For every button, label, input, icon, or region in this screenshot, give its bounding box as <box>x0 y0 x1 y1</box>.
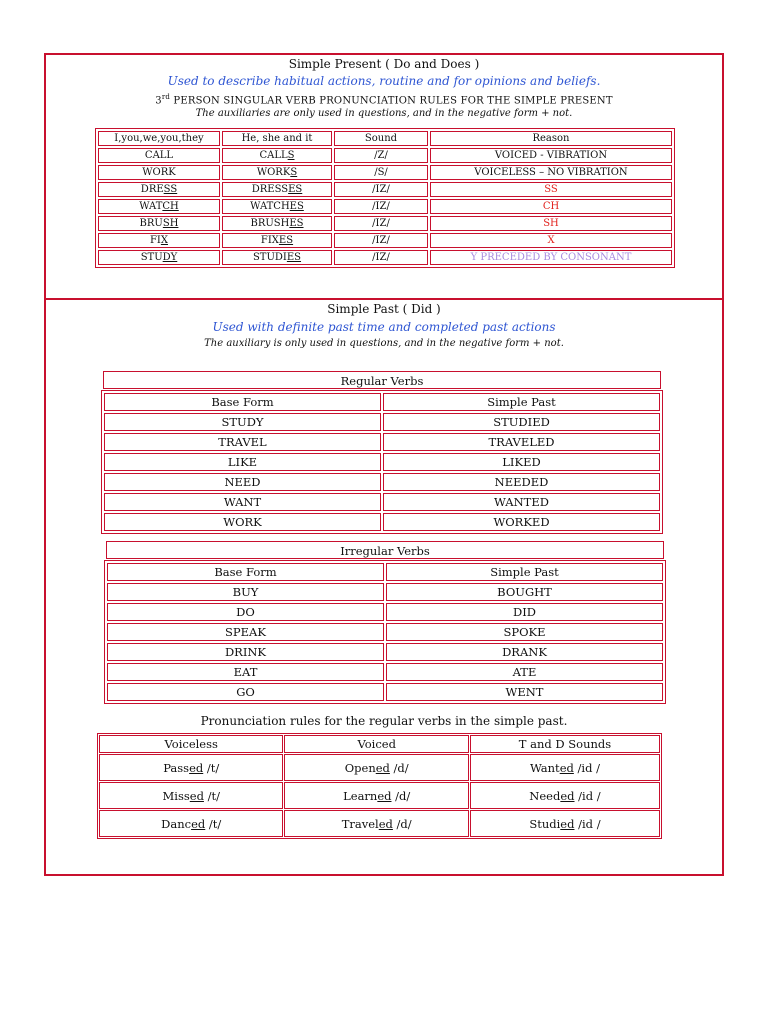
verb-stem: WORK <box>256 167 291 178</box>
table-row <box>107 643 663 661</box>
verb-sound: /id / <box>574 788 601 803</box>
pronunciation-title: Pronunciation rules for the regular verbs in the simple past. <box>200 714 568 728</box>
base-cell: NEED <box>104 473 381 491</box>
pron-cell <box>99 754 283 781</box>
past-subtitle: Used with definite past time and completed past actions <box>212 320 556 334</box>
past-cell: WANTED <box>383 493 660 511</box>
past-cell: WENT <box>386 683 663 701</box>
table-row <box>107 623 663 641</box>
verb-ending: S <box>287 150 295 161</box>
header-cell: Base Form <box>104 393 381 411</box>
header-cell: Voiceless <box>99 735 283 753</box>
reason-cell: CH <box>430 199 672 214</box>
pronunciation-table <box>97 733 662 839</box>
present-table <box>95 128 675 268</box>
verb-stem: BRUSH <box>250 218 290 229</box>
past-note: The auxiliary is only used in questions, and in the negative form + not. <box>204 338 564 349</box>
third-cell <box>222 199 332 214</box>
header-row <box>107 563 663 581</box>
header-cell: I,you,we,you,they <box>98 131 220 146</box>
section-divider <box>44 298 724 300</box>
verb-sound: /t/ <box>205 816 222 831</box>
verb-stem: CALL <box>259 150 288 161</box>
verb-stem: WATCH <box>250 201 290 212</box>
pron-cell <box>470 782 660 809</box>
header-cell: Base Form <box>107 563 384 581</box>
base-cell: CALL <box>98 148 220 163</box>
reason-cell: VOICED - VIBRATION <box>430 148 672 163</box>
verb-ending: ed <box>378 816 393 831</box>
base-cell: BUY <box>107 583 384 601</box>
verb-stem: Want <box>529 760 560 775</box>
verb-ending: SS <box>163 184 178 195</box>
header-cell: He, she and it <box>222 131 332 146</box>
verb-ending: ES <box>286 252 302 263</box>
header-cell: Reason <box>430 131 672 146</box>
past-cell: LIKED <box>383 453 660 471</box>
base-cell: WORK <box>104 513 381 531</box>
verb-sound: /d/ <box>389 760 409 775</box>
base-cell: GO <box>107 683 384 701</box>
verb-ending: ed <box>560 816 575 831</box>
verb-stem: Miss <box>162 788 190 803</box>
pron-cell <box>470 754 660 781</box>
base-cell: DO <box>107 603 384 621</box>
irregular-verbs-title: Irregular Verbs <box>106 541 664 559</box>
verb-ending: ES <box>278 235 294 246</box>
table-row <box>104 413 660 431</box>
past-cell: DRANK <box>386 643 663 661</box>
header-cell: Simple Past <box>383 393 660 411</box>
verb-ending: CH <box>162 201 179 212</box>
table-row <box>98 233 672 248</box>
base-cell: WORK <box>98 165 220 180</box>
table-row <box>104 433 660 451</box>
verb-stem: BRU <box>139 218 163 229</box>
past-cell: DID <box>386 603 663 621</box>
verb-ending: ed <box>377 788 392 803</box>
third-cell <box>222 216 332 231</box>
verb-ending: ed <box>559 760 574 775</box>
verb-ending: ES <box>289 201 304 212</box>
sound-cell: /IZ/ <box>334 233 428 248</box>
table-row <box>107 603 663 621</box>
pron-cell <box>284 754 468 781</box>
base-cell: DRINK <box>107 643 384 661</box>
past-cell: NEEDED <box>383 473 660 491</box>
verb-stem: DRESS <box>251 184 289 195</box>
regular-verbs-title: Regular Verbs <box>103 371 661 389</box>
irregular-verbs-table <box>104 560 666 704</box>
verb-ending: S <box>290 167 298 178</box>
verb-ending: ed <box>189 760 204 775</box>
header-row <box>99 735 660 753</box>
pron-cell <box>284 810 468 837</box>
present-note: The auxiliaries are only used in questions, and in the negative form + not. <box>195 108 573 119</box>
verb-ending: ed <box>375 760 390 775</box>
table-row <box>107 663 663 681</box>
table-row <box>104 513 660 531</box>
base-cell: WANT <box>104 493 381 511</box>
base-cell: LIKE <box>104 453 381 471</box>
verb-ending: ed <box>189 788 204 803</box>
base-cell <box>98 182 220 197</box>
table-row <box>98 199 672 214</box>
regular-verbs-table <box>101 390 663 534</box>
verb-ending: ES <box>288 184 303 195</box>
present-header-row <box>98 131 672 146</box>
header-row <box>104 393 660 411</box>
present-subtitle: Used to describe habitual actions, routine and for opinions and beliefs. <box>167 74 601 88</box>
header-cell: Sound <box>334 131 428 146</box>
verb-stem: Need <box>529 788 561 803</box>
verb-sound: /id / <box>573 760 600 775</box>
table-row <box>104 453 660 471</box>
verb-ending: SH <box>162 218 179 229</box>
base-cell: SPEAK <box>107 623 384 641</box>
past-cell: ATE <box>386 663 663 681</box>
past-cell: WORKED <box>383 513 660 531</box>
verb-ending: ES <box>289 218 304 229</box>
verb-stem: STUDI <box>252 252 287 263</box>
third-cell <box>222 148 332 163</box>
base-cell <box>98 233 220 248</box>
table-row <box>107 583 663 601</box>
verb-stem: Pass <box>163 760 190 775</box>
rules-rest: PERSON SINGULAR VERB PRONUNCIATION RULES FOR THE SIMPLE PRESENT <box>170 95 613 107</box>
verb-stem: FI <box>149 235 161 246</box>
verb-stem: Open <box>344 760 376 775</box>
table-row <box>98 216 672 231</box>
verb-stem: Danc <box>161 816 192 831</box>
base-cell: EAT <box>107 663 384 681</box>
base-cell <box>98 216 220 231</box>
reason-cell: X <box>430 233 672 248</box>
reason-cell: SS <box>430 182 672 197</box>
pron-cell <box>284 782 468 809</box>
pron-cell <box>470 810 660 837</box>
verb-stem: STU <box>140 252 163 263</box>
table-row <box>104 473 660 491</box>
rules-prefix: 3 <box>155 95 162 107</box>
table-row <box>99 782 660 809</box>
verb-ending: X <box>160 235 168 246</box>
sound-cell: /IZ/ <box>334 250 428 265</box>
pron-cell <box>99 782 283 809</box>
reason-cell: Y PRECEDED BY CONSONANT <box>430 250 672 265</box>
header-cell: T and D Sounds <box>470 735 660 753</box>
verb-stem: DRE <box>140 184 164 195</box>
reason-cell: SH <box>430 216 672 231</box>
third-cell <box>222 165 332 180</box>
present-rules-heading <box>44 93 724 106</box>
past-title: Simple Past ( Did ) <box>327 302 441 316</box>
present-title: Simple Present ( Do and Does ) <box>288 57 480 71</box>
pron-cell <box>99 810 283 837</box>
table-row <box>99 754 660 781</box>
header-cell: Simple Past <box>386 563 663 581</box>
verb-ending: DY <box>162 252 178 263</box>
base-cell: TRAVEL <box>104 433 381 451</box>
verb-stem: WAT <box>139 201 163 212</box>
rules-sup: rd <box>161 93 171 101</box>
table-row <box>98 250 672 265</box>
third-cell <box>222 182 332 197</box>
verb-sound: /d/ <box>391 788 411 803</box>
table-row <box>98 182 672 197</box>
verb-stem: Learn <box>343 788 378 803</box>
sound-cell: /IZ/ <box>334 216 428 231</box>
past-cell: STUDIED <box>383 413 660 431</box>
table-row <box>104 493 660 511</box>
verb-stem: FIX <box>260 235 279 246</box>
table-row <box>98 148 672 163</box>
third-cell <box>222 250 332 265</box>
base-cell <box>98 250 220 265</box>
table-row <box>107 683 663 701</box>
third-cell <box>222 233 332 248</box>
sound-cell: /IZ/ <box>334 199 428 214</box>
base-cell: STUDY <box>104 413 381 431</box>
verb-ending: ed <box>191 816 206 831</box>
verb-stem: Studi <box>529 816 561 831</box>
past-cell: TRAVELED <box>383 433 660 451</box>
verb-sound: /d/ <box>392 816 412 831</box>
verb-stem: Travel <box>341 816 379 831</box>
table-row <box>99 810 660 837</box>
sound-cell: /Z/ <box>334 148 428 163</box>
verb-sound: /id / <box>574 816 601 831</box>
past-cell: BOUGHT <box>386 583 663 601</box>
past-cell: SPOKE <box>386 623 663 641</box>
verb-sound: /t/ <box>203 760 220 775</box>
verb-ending: ed <box>560 788 575 803</box>
verb-sound: /t/ <box>203 788 220 803</box>
table-row <box>98 165 672 180</box>
sound-cell: /S/ <box>334 165 428 180</box>
sound-cell: /IZ/ <box>334 182 428 197</box>
base-cell <box>98 199 220 214</box>
header-cell: Voiced <box>284 735 468 753</box>
reason-cell: VOICELESS – NO VIBRATION <box>430 165 672 180</box>
